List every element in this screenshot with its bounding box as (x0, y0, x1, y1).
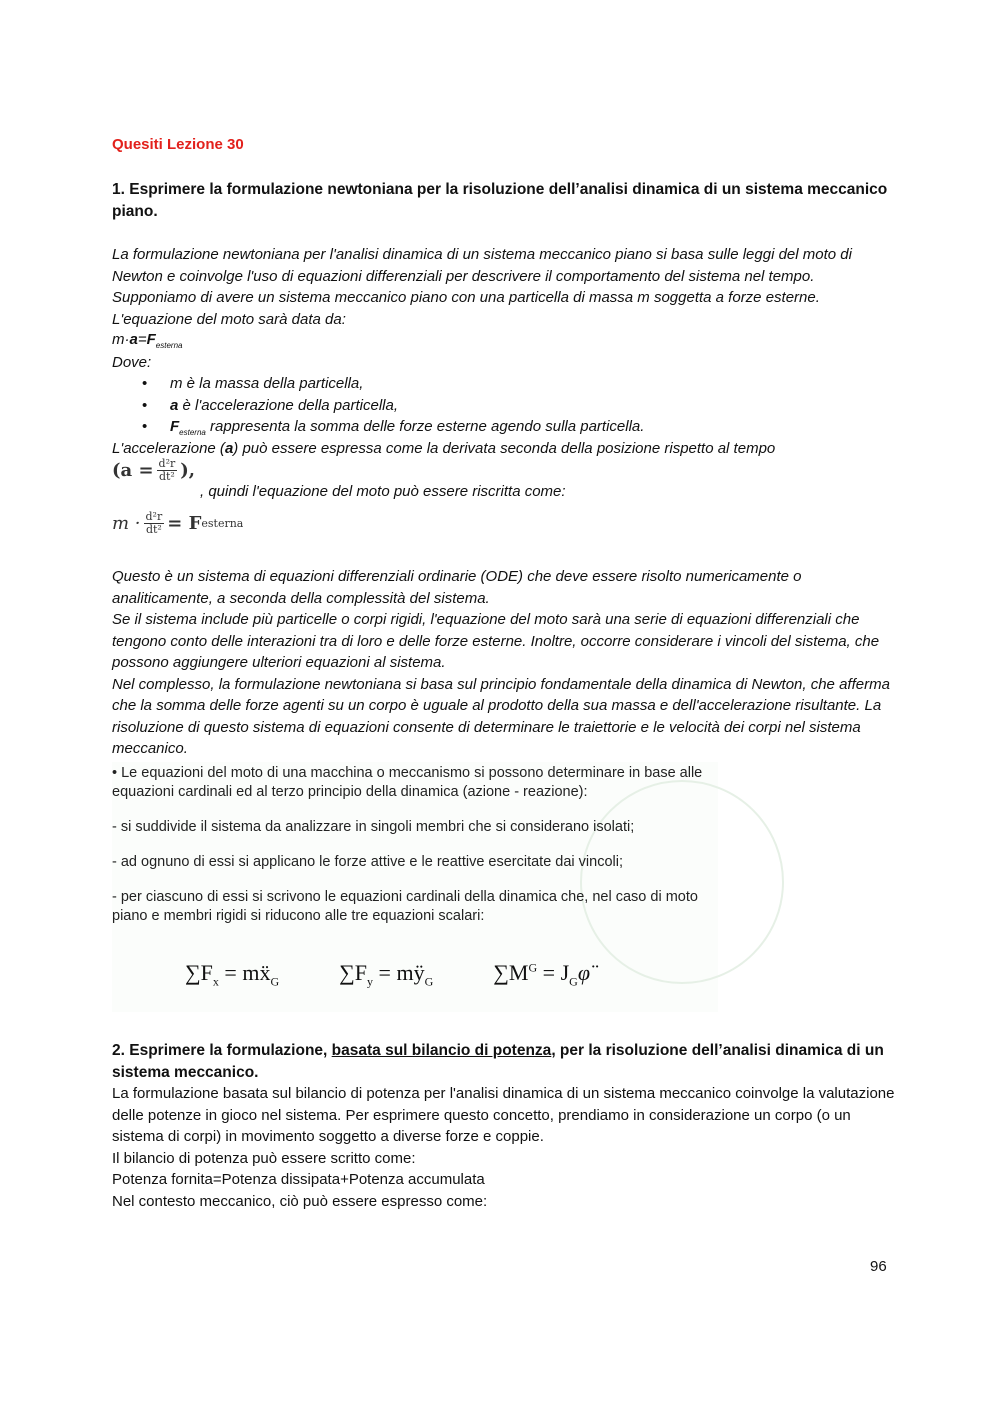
watermark-seal (577, 780, 784, 985)
deriv-numerator: d²r (158, 457, 176, 470)
derivative-sentence: , quindi l'equazione del moto può essere riscritta come: (200, 483, 566, 500)
eq3-rhs: = J (537, 960, 570, 985)
bullet-lead: a (170, 396, 179, 414)
eq3-tail: φ̈ (577, 960, 590, 985)
eq-m: m· (112, 331, 130, 348)
dove-label: Dove: (112, 354, 152, 371)
main-eq-denominator: dt² (145, 523, 162, 536)
eq3: ∑M (493, 960, 529, 985)
main-eq-m: m · (112, 513, 141, 534)
bullet-text: è l'accelerazione della particella, (178, 396, 398, 414)
rewritten-equation (112, 511, 243, 536)
equation-fy (339, 960, 433, 989)
bullet-icon: • (142, 396, 148, 414)
main-eq-numerator: d²r (145, 510, 163, 523)
slide-line: - ad ognuno di essi si applicano le forze attive e le reattive esercitate dai vincoli; (112, 854, 624, 870)
bullet-icon: • (142, 418, 148, 435)
main-eq-subscript: esterna (201, 517, 244, 530)
slide-line: - per ciascuno di essi si scrivono le equazioni cardinali della dinamica che, nel caso di moto piano e membri rigidi si riducono alle tre equazioni scalari: (112, 889, 698, 924)
cardinal-equations (185, 960, 590, 989)
list-item (112, 373, 644, 395)
deriv-lhs: (a = (112, 460, 154, 481)
bullet-text: m è la massa della particella, (170, 375, 364, 392)
eq2-sub: y (367, 974, 374, 989)
conclusion-paragraph: Questo è un sistema di equazioni differenziali ordinarie (ODE) che deve essere risolto numericamente o analiticamente, a seconda della complessità del sistema. (112, 568, 802, 607)
q2-title-post: , per la risoluzione dell’analisi dinamica di un sistema meccanico. (112, 1042, 884, 1081)
acc-post: ) può essere espressa come la derivata seconda della posizione rispetto al tempo (233, 440, 776, 457)
deriv-fraction (157, 458, 178, 483)
bullet-subscript: esterna (179, 428, 206, 437)
q2-paragraph: Nel contesto meccanico, ciò può essere espresso come: (112, 1192, 488, 1210)
question-2-title (112, 1040, 892, 1084)
eq2-rhs: = mÿ (373, 960, 425, 985)
equation-of-motion (112, 331, 182, 350)
q2-title-pre: 2. Esprimere la formulazione, (112, 1042, 332, 1059)
eq3-rhs-sub: G (569, 974, 578, 989)
q2-title-underlined: basata sul bilancio di potenza (331, 1042, 552, 1059)
equation-fx (185, 960, 279, 989)
eq1-sub: x (212, 974, 219, 989)
q2-paragraph: Potenza fornita=Potenza dissipata+Potenza accumulata (112, 1171, 485, 1188)
definitions-list (112, 373, 644, 444)
eq-a: a (129, 331, 138, 348)
eq2-rhs-sub: G (424, 974, 434, 989)
eq-equals: = (137, 331, 147, 348)
q2-paragraph: La formulazione basata sul bilancio di potenza per l'analisi dinamica di un sistema meccanico coinvolge la valutazione delle potenze in gioco nel sistema. Per esprimere questo concetto, prendiamo in considerazione un corpo (o un sistema di corpi) in movimento soggetto a diverse forze e coppie. (112, 1085, 895, 1145)
eq1-rhs: = mẍ (218, 960, 271, 985)
main-eq-fraction (144, 511, 165, 536)
bullet-text: rappresenta la somma delle forze esterne agendo sulla particella. (205, 418, 645, 435)
lesson-title: Quesiti Lezione 30 (112, 136, 244, 153)
bullet-icon: • (142, 375, 148, 392)
main-eq-rhs: = F (167, 513, 202, 534)
question-1-intro: La formulazione newtoniana per l'analisi dinamica di un sistema meccanico piano si basa sulle leggi del moto di Newton e coinvolge l'uso di equazioni differenziali per descrivere il comportamento del sistema nel tempo. Supponiamo di avere un sistema meccanico piano con una particella di massa m soggetta a forze esterne. L'equazione del moto sarà data da: (112, 246, 852, 328)
question-1-conclusion (112, 566, 902, 760)
derivative-formula (112, 458, 195, 483)
eq1-rhs-sub: G (270, 974, 280, 989)
eq-f: F (146, 331, 156, 348)
conclusion-paragraph: Nel complesso, la formulazione newtoniana si basa sul principio fondamentale della dinamica di Newton, che afferma che la somma delle forze agenti su un corpo è uguale al prodotto della sua massa e dell'accelerazione risultante. La risoluzione di questo sistema di equazioni consente di determinare le traiettorie e le velocità dei corpi nel sistema meccanico. (112, 675, 890, 757)
page-number: 96 (870, 1258, 887, 1275)
eq3-sup: G (528, 960, 538, 975)
acceleration-sentence (112, 438, 902, 460)
q2-paragraph: Il bilancio di potenza può essere scritto come: (112, 1149, 416, 1167)
equation-mg (493, 960, 590, 989)
eq2: ∑F (339, 960, 368, 985)
deriv-rhs: ), (180, 460, 196, 481)
deriv-denominator: dt² (158, 470, 175, 483)
eq1: ∑F (185, 960, 213, 985)
question-1-title: 1. Esprimere la formulazione newtoniana per la risoluzione dell’analisi dinamica di un sistema meccanico piano. (112, 181, 888, 220)
slide-line: • Le equazioni del moto di una macchina o meccanismo si possono determinare in base alle equazioni cardinali ed al terzo principio della dinamica (azione - reazione): (112, 765, 703, 800)
acc-bold: a (224, 440, 234, 457)
conclusion-paragraph: Se il sistema include più particelle o corpi rigidi, l'equazione del moto sarà una serie di equazioni differenziali che tengono conto delle interazioni tra di loro e delle forze esterne. Inoltre, occorre considerare i vincoli del sistema, che possono aggiungere ulteriori equazioni al sistema. (112, 611, 880, 671)
acc-pre: L'accelerazione ( (112, 440, 225, 457)
slide-line: - si suddivide il sistema da analizzare in singoli membri che si considerano isolati; (112, 819, 635, 835)
bullet-lead: F (170, 418, 180, 435)
question-2-body (112, 1083, 902, 1212)
eq-f-subscript: esterna (155, 341, 183, 350)
list-item (112, 395, 644, 417)
